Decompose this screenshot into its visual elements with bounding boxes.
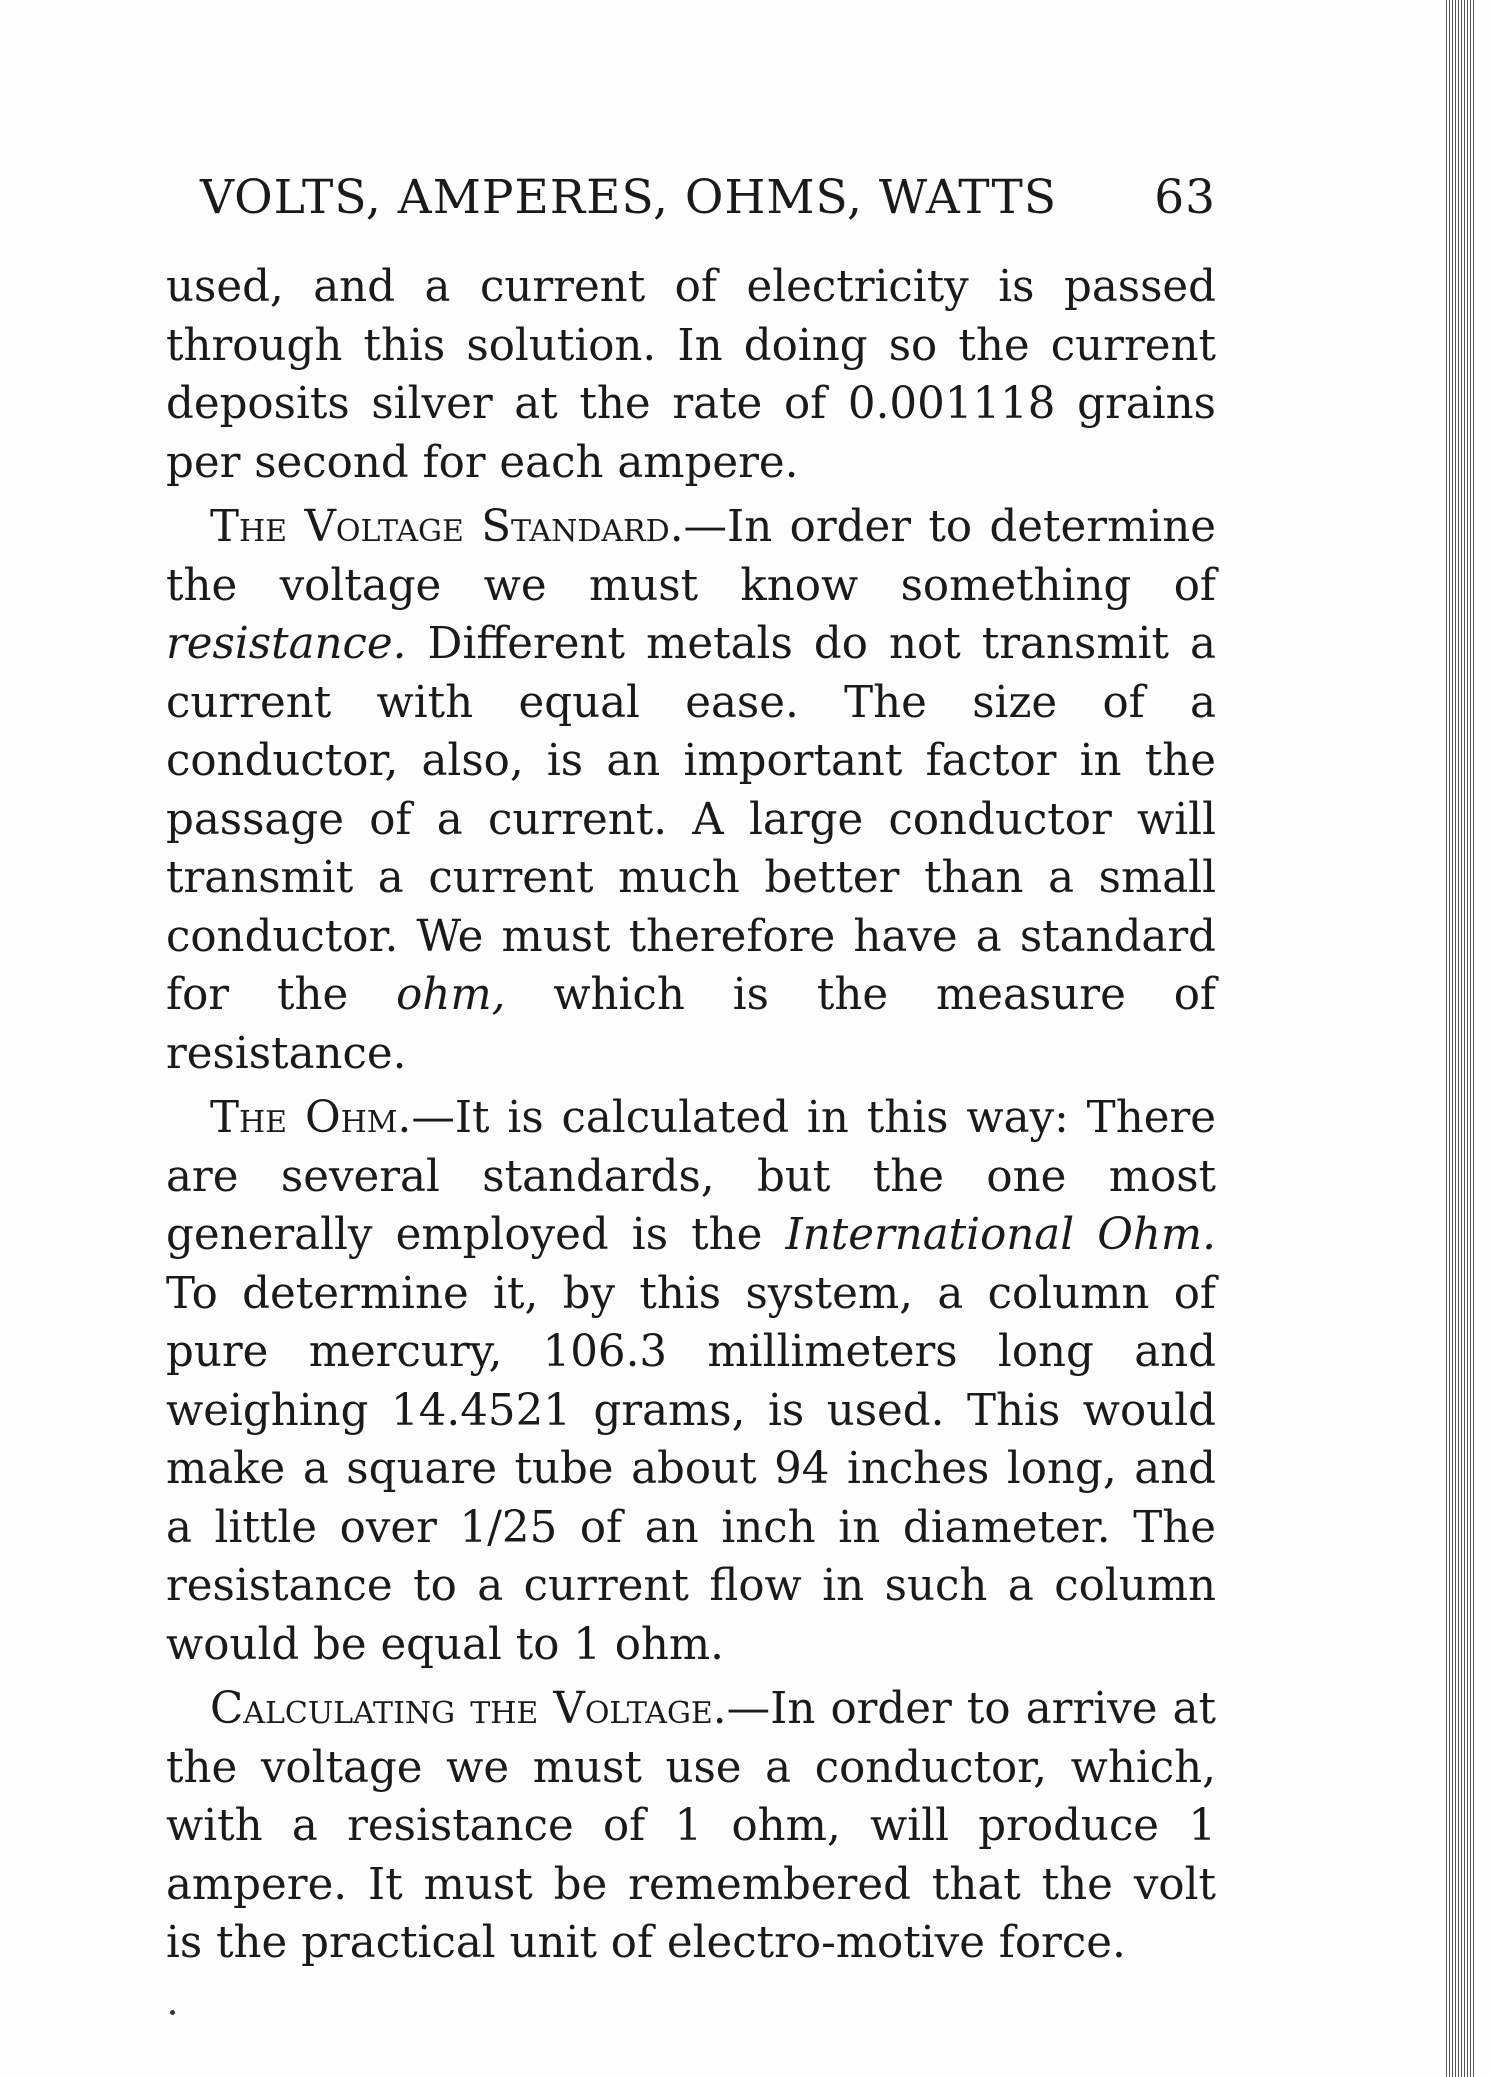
section-heading-voltage-standard: The Voltage Standard. [210,502,684,552]
paragraph-ohm [166,1089,1216,1674]
running-head [200,170,1216,225]
paragraph-3-italic-a: International Ohm. [785,1210,1216,1260]
paragraph-3-text-b: To determine it, by this system, a column of pure mercury, 106.3 millimeters long and weighing 14.4521 grams, is used. This would make a square tube about 94 inches long, and a little over 1/25 of an inch in diameter. The resistance to a current flow in such a column would be equal to 1 ohm. [166,1268,1216,1670]
page-edge-binding [1446,0,1474,2077]
paragraph-2-text-b: Different metals do not transmit a current with equal ease. The size of a conductor, also, is an important factor in the passage of a current. A large conductor will transmit a current much better than a small conductor. We must therefore have a standard for the [166,619,1216,1020]
paragraph-voltage-standard [166,498,1216,1083]
body-text [166,258,1216,1979]
paragraph-continuation [166,258,1216,492]
paragraph-4-text-a: —In order to arrive at the voltage we must use a conductor, which, with a resistance of 1 ohm, will produce 1 ampere. It must be remembered that the volt is the practical unit of electro-motive force. [166,1684,1216,1968]
paragraph-3-text-a: —It is calculated in this way: There are several standards, but the one most generally employed is the [166,1093,1216,1260]
paragraph-1-text: used, and a current of electricity is passed through this solution. In doing so the current deposits silver at the rate of 0.001118 grains per second for each ampere. [166,262,1216,488]
running-title: VOLTS, AMPERES, OHMS, WATTS [200,170,1058,225]
section-heading-calculating-voltage: Calculating the Voltage. [210,1684,727,1734]
paragraph-calculating-voltage [166,1680,1216,1973]
paragraph-2-italic-a: resistance. [166,619,407,669]
page-number: 63 [1154,170,1216,225]
section-heading-ohm: The Ohm. [210,1093,412,1143]
paragraph-2-text-c: which is the measure of resistance. [166,970,1216,1079]
paragraph-2-text-a: —In order to determine the voltage we must know something of [166,502,1216,611]
paragraph-2-italic-b: ohm, [396,970,506,1020]
stray-ink-dot [170,2010,175,2015]
